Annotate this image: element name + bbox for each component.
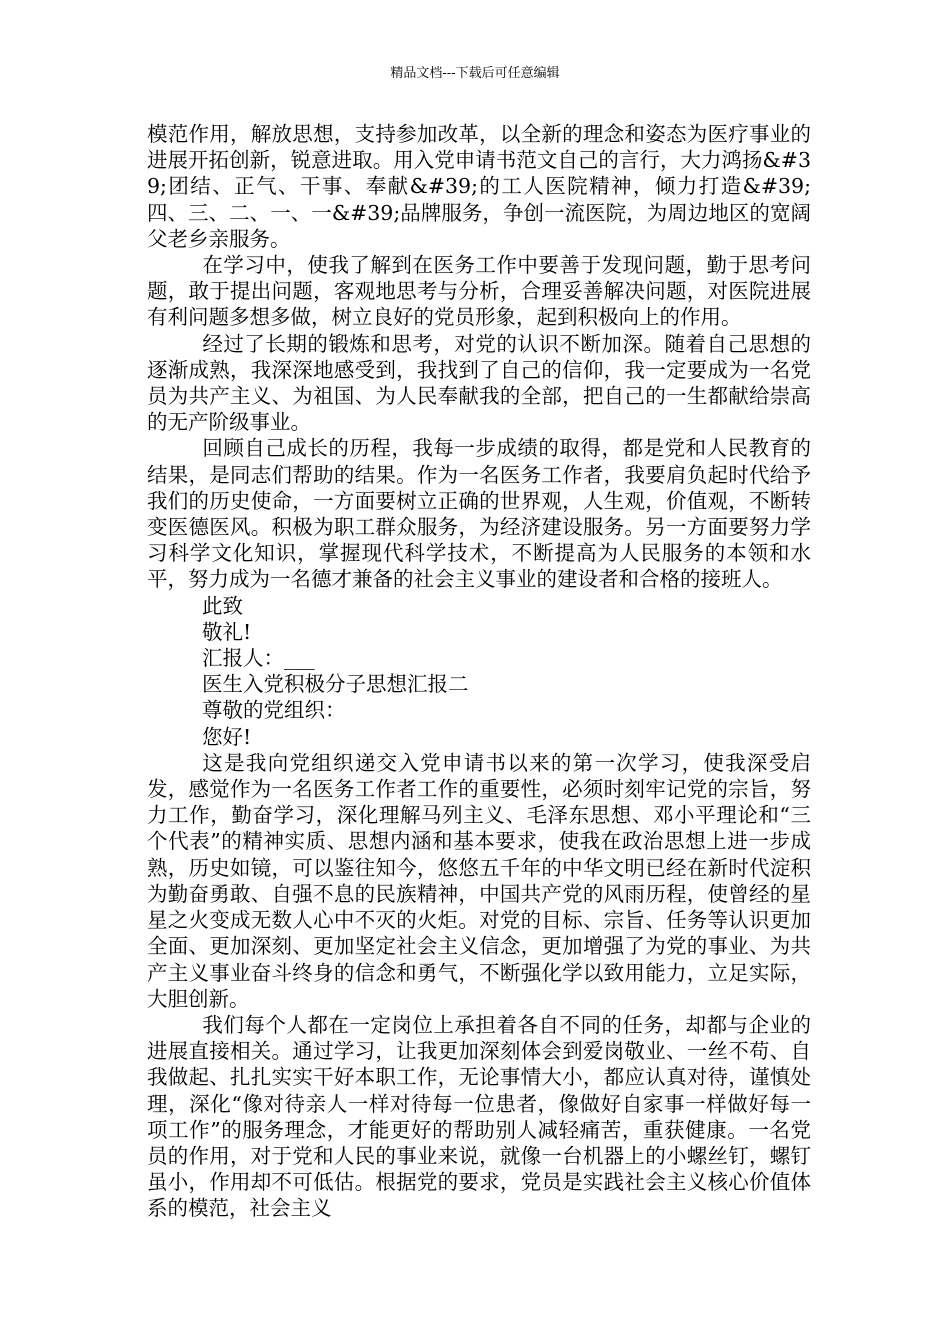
salutation: 尊敬的党组织： [202, 698, 346, 723]
greeting: 您好! [202, 724, 252, 749]
paragraph-4: 回顾自己成长的历程，我每一步成绩的取得，都是党和人民教育的结果，是同志们帮助的结果。作为一名医务工作者，我要肩负起时代给予我们的历史使命，一方面要树立正确的世界观，人生观，价值观，不断转变医德医风。积极为职工群众服务，为经济建设服务。另一方面要努力学习科学文化知识，掌握现代科学技术，不断提高为人民服务的本领和水平，努力成为一名德才兼备的社会主义事业的建设者和合格的接班人。 [147, 436, 811, 592]
closing-line-2: 敬礼! [202, 619, 252, 644]
paragraph-6: 我们每个人都在一定岗位上承担着各自不同的任务，却都与企业的进展直接相关。通过学习，让我更加深刻体会到爱岗敬业、一丝不苟、自我做起、扎扎实实干好本职工作，无论事情大小，都应认真对待，谨慎处理，深化“像对待亲人一样对待每一位患者，像做好自家事一样做好每一项工作”的服务理念，才能更好的帮助别人减轻痛苦，重获健康。一名党员的作用，对于党和人民的事业来说，就像一台机器上的小螺丝钉，螺钉虽小，作用却不可低估。根据党的要求，党员是实践社会主义核心价值体系的模范，社会主义 [147, 1012, 811, 1221]
reporter-line: 汇报人：___ [202, 646, 315, 671]
paragraph-1: 模范作用，解放思想，支持参加改革，以全新的理念和姿态为医疗事业的进展开拓创新，锐意进取。用入党申请书范文自己的言行，大力鸿扬&#39;团结、正气、干事、奉献&#39;的工人医院精神，倾力打造&#39;四、三、二、一、一&#39;品牌服务，争创一流医院，为周边地区的宽阔父老乡亲服务。 [147, 122, 811, 251]
paragraph-2: 在学习中，使我了解到在医务工作中要善于发现问题，勤于思考问题，敢于提出问题，客观地思考与分析，合理妥善解决问题，对医院进展有利问题多想多做，树立良好的党员形象，起到积极向上的作用。 [147, 253, 811, 330]
document-body [147, 121, 811, 1222]
closing-line-1: 此致 [202, 593, 243, 618]
section-title: 医生入党积极分子思想汇报二 [202, 672, 469, 697]
page-header: 精品文档---下载后可任意编辑 [390, 66, 560, 81]
paragraph-5: 这是我向党组织递交入党申请书以来的第一次学习，使我深受启发，感觉作为一名医务工作者工作的重要性，必须时刻牢记党的宗旨，努力工作，勤奋学习，深化理解马列主义、毛泽东思想、邓小平理论和“三个代表”的精神实质、思想内涵和基本要求，使我在政治思想上进一步成熟，历史如镜，可以鉴往知今，悠悠五千年的中华文明已经在新时代淀积为勤奋勇敢、自强不息的民族精神，中国共产党的风雨历程，使曾经的星星之火变成无数人心中不灭的火炬。对党的目标、宗旨、任务等认识更加全面、更加深刻、更加坚定社会主义信念，更加增强了为党的事业、为共产主义事业奋斗终身的信念和勇气，不断强化学以致用能力，立足实际，大胆创新。 [147, 750, 811, 1011]
paragraph-3: 经过了长期的锻炼和思考，对党的认识不断加深。随着自己思想的逐渐成熟，我深深地感受到，我找到了自己的信仰，我一定要成为一名党员为共产主义、为祖国、为人民奉献我的全部，把自己的一生都献给崇高的无产阶级事业。 [147, 331, 811, 435]
